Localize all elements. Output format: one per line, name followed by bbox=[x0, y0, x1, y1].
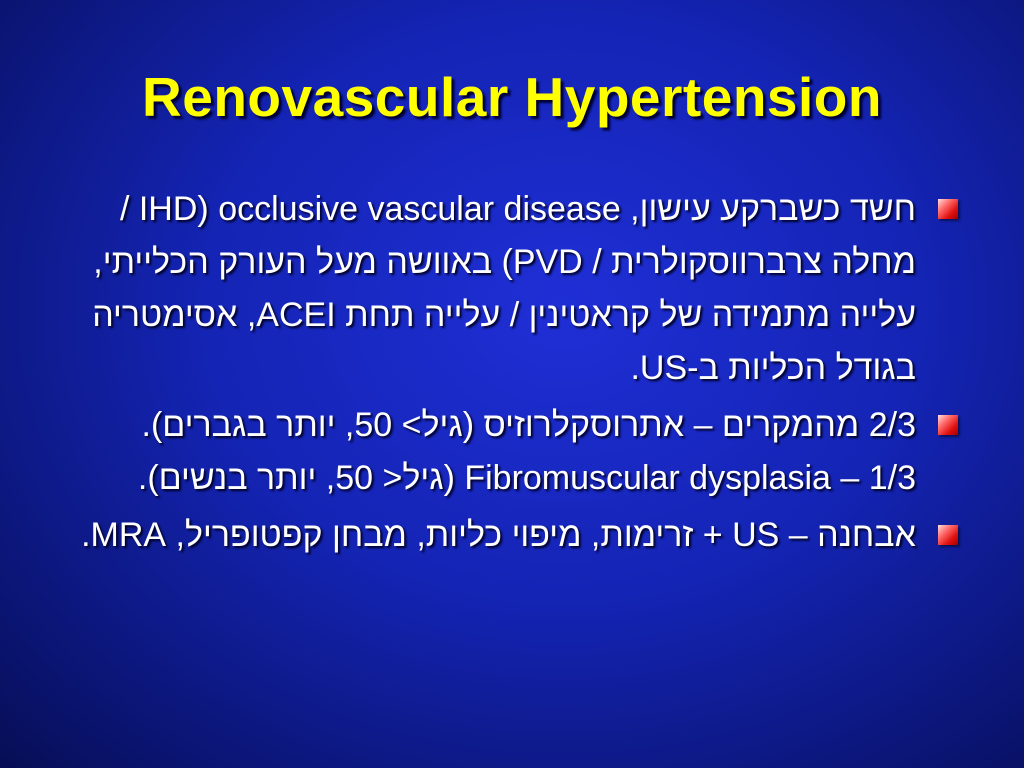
bullet-text: אבחנה – US + זרימות, מיפוי כליות, מבחן קפטופריל, MRA. bbox=[81, 516, 916, 554]
bullet-item bbox=[80, 183, 960, 395]
bullet-list bbox=[80, 183, 960, 566]
square-bullet-icon bbox=[938, 415, 958, 435]
square-bullet-icon bbox=[938, 525, 958, 545]
bullet-item bbox=[80, 509, 960, 562]
square-bullet-icon bbox=[938, 199, 958, 219]
bullet-text: חשד כשברקע עישון, occlusive vascular disease (IHD / מחלה צרברווסקולרית / PVD) באוושה מעל העורק הכלייתי, עלייה מתמידה של קראטינין / עלייה תחת ACEI, אסימטריה בגודל הכליות ב-US. bbox=[92, 190, 916, 387]
bullet-item bbox=[80, 399, 960, 505]
slide-title: Renovascular Hypertension bbox=[142, 66, 882, 128]
bullet-text: 2/3 מהמקרים – אתרוסקלרוזיס (גיל> 50, יותר בגברים). Fibromuscular dysplasia – 1/3 (גיל< 50, יותר בנשים). bbox=[137, 406, 916, 497]
